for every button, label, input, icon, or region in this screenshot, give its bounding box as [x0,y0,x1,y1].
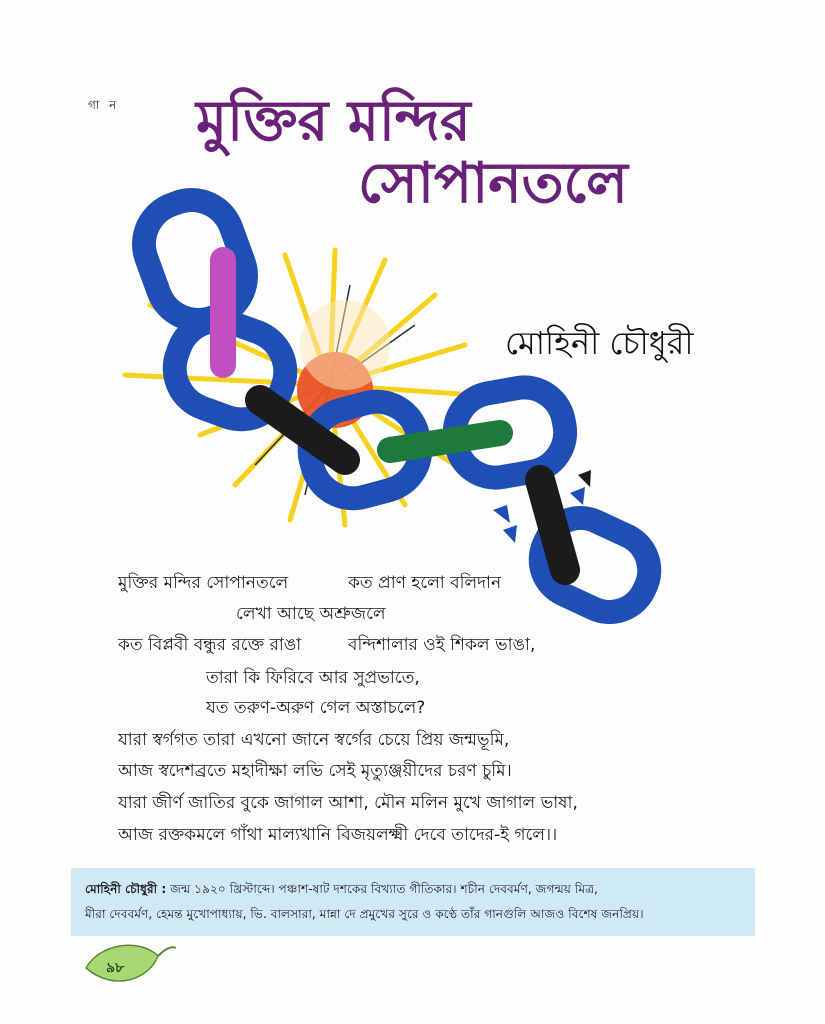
poem-line: যারা স্বর্গগত তারা এখনো জানে স্বর্গের চেয়ে প্রিয় জন্মভূমি, [118,730,510,750]
chain-links [132,188,662,624]
author-note-text-1: জন্ম ১৯২০ খ্রিস্টাব্দে। পঞ্চাশ-ষাট দশকের বিখ্যাত গীতিকার। শচীন দেববর্মণ, জগন্ময় মিত্র, [170,882,598,896]
poem-line: যারা জীর্ণ জাতির বুকে জাগাল আশা, মৌন মলিন মুখে জাগাল ভাষা, [118,793,578,813]
poem-line: আজ রক্তকমলে গাঁথা মাল্যখানি বিজয়লক্ষ্মী দেবে তাদের-ই গলে।। [118,825,558,845]
author-note-name: মোহিনী চৌধুরী : [85,882,167,896]
poem-line: তারা কি ফিরিবে আর সুপ্রভাতে, [206,668,420,688]
poem-line: কত প্রাণ হলো বলিদান [348,573,502,593]
green-link [390,433,500,450]
poem-line: লেখা আছে অশ্রুজলে [236,604,386,624]
page-number: ৯৮ [106,960,125,976]
poem-line: মুক্তির মন্দির সোপানতলে [118,573,289,593]
author-note-line-1 [85,877,741,902]
leaf-icon [80,938,180,996]
poem-line: আজ স্বদেশব্রতে মহাদীক্ষা লভি সেই মৃত্যুঞ্জয়ীদের চরণ চুমি। [118,761,512,781]
author-note-line-2: মীরা দেববর্মণ, হেমন্ত মুখোপাধ্যায়, ভি. বালসারা, মান্না দে প্রমুখের সুরে ও কণ্ঠে তাঁর গানগুলি আজও বিশেষ জনপ্রিয়। [85,907,644,921]
poem-line: যত তরুণ-অরুণ গেল অস্তাচলে? [206,698,426,718]
title-line-2: সোপানতলে [358,151,628,216]
author-note [71,868,755,936]
author-name: মোহিনী চৌধুরী [505,324,694,362]
title-line-1: মুক্তির মন্দির [196,89,471,154]
poem-line: কত বিপ্লবী বন্ধুর রক্তে রাঙা [118,635,302,655]
poem-line: বন্দিশালার ওই শিকল ভাঙা, [348,635,536,655]
section-label: গা ন [88,98,120,112]
